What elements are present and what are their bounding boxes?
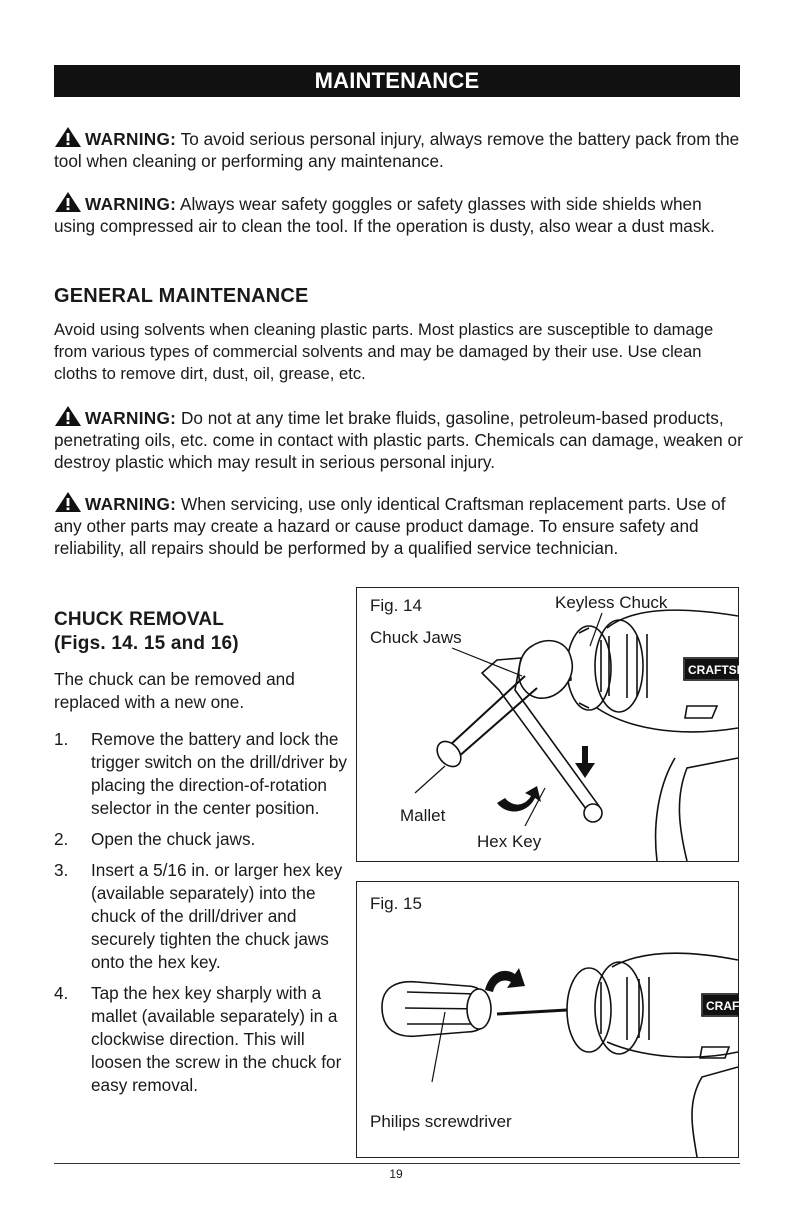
warning-triangle-icon: [54, 405, 82, 427]
warning-label: WARNING:: [85, 408, 177, 428]
list-item: [54, 982, 349, 1097]
warning-chemicals: [54, 405, 744, 473]
warning-text: Always wear safety goggles or safety glasses with side shields when using compressed air to clean the tool. If the operation is dusty, also wear a dust mask.: [54, 194, 715, 236]
philips-screwdriver-label: Philips screwdriver: [370, 1112, 512, 1131]
general-maintenance-heading: GENERAL MAINTENANCE: [54, 285, 309, 307]
warning-text: Do not at any time let brake fluids, gasoline, petroleum-based products, penetrating oils, etc. come in contact with plastic parts. Chemicals can damage, weaken or destroy plastic which may result in serious personal injury.: [54, 408, 743, 472]
warning-triangle-icon: [54, 126, 82, 148]
chuck-intro-text: The chuck can be removed and replaced with a new one.: [54, 669, 295, 712]
drill-brand-text: CRAFTSM: [688, 663, 747, 677]
warning-replacement-parts: [54, 491, 744, 559]
warning-text: When servicing, use only identical Craftsman replacement parts. Use of any other parts may create a hazard or cause product damage. To ensure safety and reliability, all repairs should be performed by a qualified service technician.: [54, 494, 726, 558]
step-text: Remove the battery and lock the trigger switch on the drill/driver by placing the direction-of-rotation selector in the center position.: [91, 729, 347, 818]
warning-triangle-icon: [54, 491, 82, 513]
figure-15-title: Fig. 15: [370, 894, 422, 913]
figure-14-title: Fig. 14: [370, 596, 422, 615]
mallet-label: Mallet: [400, 806, 446, 825]
list-item: [54, 828, 349, 851]
rotate-counterclockwise-icon: [485, 968, 525, 992]
list-item: [54, 859, 349, 974]
figure-15: [356, 881, 747, 1158]
chuck-jaws-label: Chuck Jaws: [370, 628, 462, 647]
warning-goggles: [54, 191, 744, 237]
down-arrow-icon: [575, 746, 595, 778]
warning-label: WARNING:: [85, 194, 177, 214]
step-number: 4.: [54, 983, 69, 1003]
chuck-removal-heading: CHUCK REMOVAL: [54, 609, 225, 630]
chuck-removal-subheading: (Figs. 14. 15 and 16): [54, 633, 239, 654]
footer-divider: [54, 1163, 740, 1164]
chuck-steps-list: [54, 728, 349, 1105]
general-maintenance-body: Avoid using solvents when cleaning plastic parts. Most plastics are susceptible to damage from various types of commercial solvents and may be damaged by their use. Use clean cloths to remove dirt, dust, oil, grease, etc.: [54, 320, 714, 383]
hex-key-label: Hex Key: [477, 832, 542, 851]
warning-label: WARNING:: [85, 494, 177, 514]
step-number: 2.: [54, 829, 69, 849]
step-text: Tap the hex key sharply with a mallet (available separately) in a clockwise direction. This will loosen the screw in the chuck for easy removal.: [91, 983, 342, 1095]
drill-brand-text: CRAFT: [706, 999, 747, 1013]
warning-label: WARNING:: [85, 129, 177, 149]
section-banner: MAINTENANCE: [54, 65, 740, 97]
warning-battery: [54, 126, 744, 172]
chuck-intro: [54, 668, 344, 714]
warning-text: To avoid serious personal injury, always remove the battery pack from the tool when cleaning or performing any maintenance.: [54, 129, 740, 171]
page-number: 19: [389, 1167, 403, 1181]
step-text: Open the chuck jaws.: [91, 829, 256, 849]
step-text: Insert a 5/16 in. or larger hex key (available separately) into the chuck of the drill/driver and securely tighten the chuck jaws onto the hex key.: [91, 860, 343, 972]
warning-triangle-icon: [54, 191, 82, 213]
list-item: [54, 728, 349, 820]
keyless-chuck-label: Keyless Chuck: [555, 593, 668, 612]
step-number: 3.: [54, 860, 69, 880]
step-number: 1.: [54, 729, 69, 749]
figure-14: [356, 587, 747, 862]
